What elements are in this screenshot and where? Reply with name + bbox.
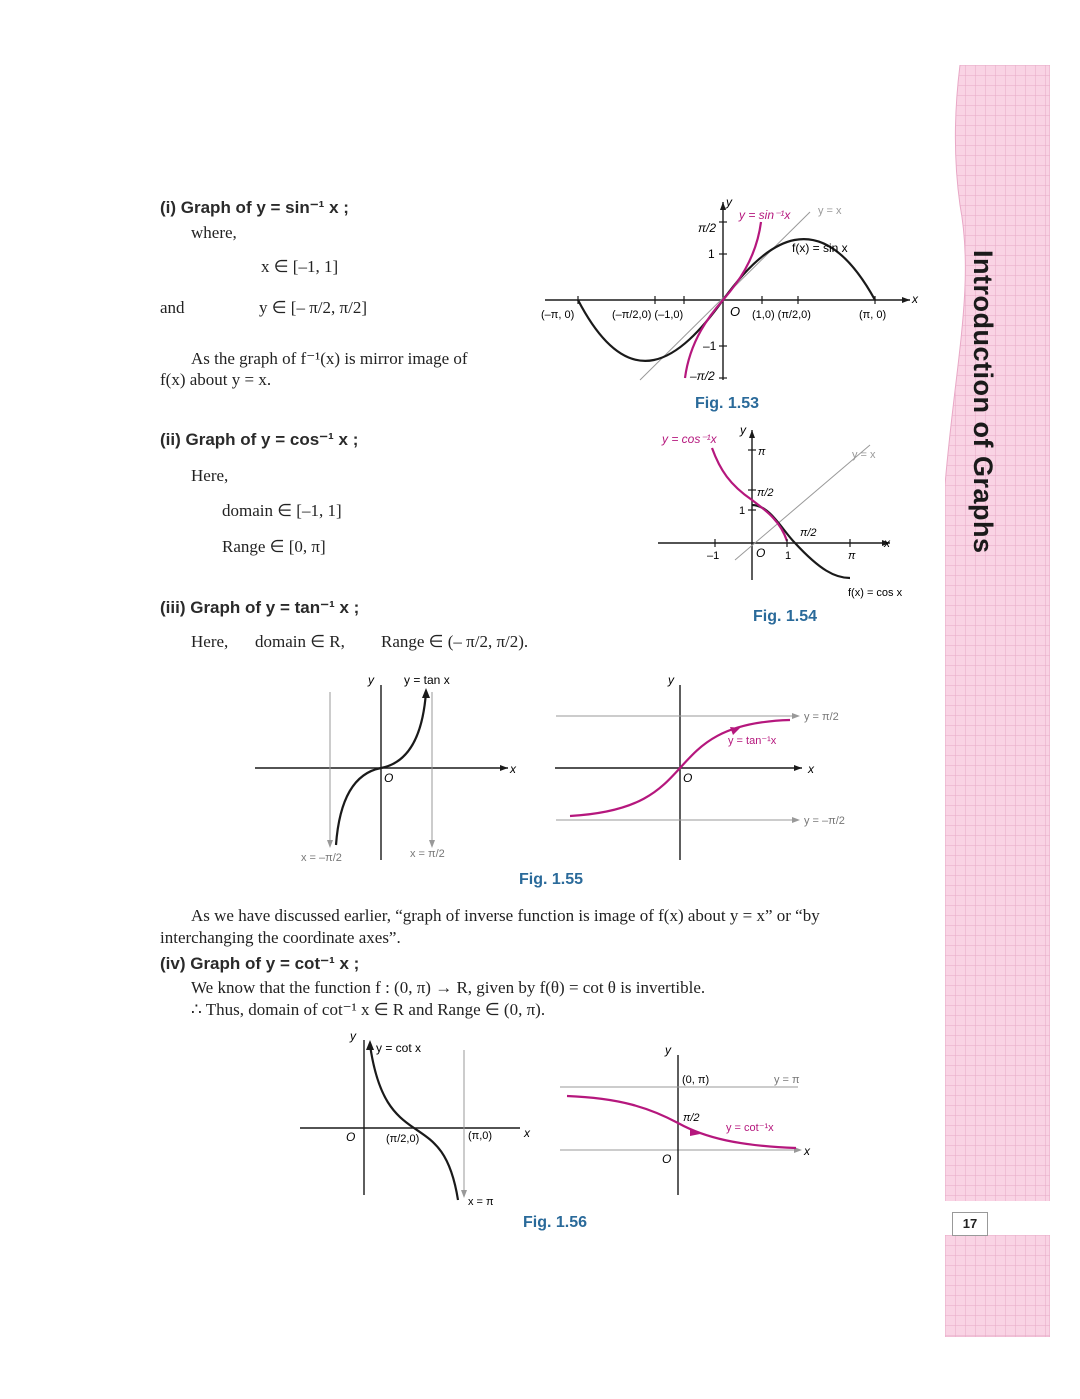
neg-points-label: (–π/2,0) (–1,0) — [612, 309, 684, 321]
y-label: y — [350, 1029, 356, 1043]
neg-one-label: –1 — [707, 550, 720, 562]
section-iii-range: Range ∈ (– π/2, π/2). — [381, 632, 529, 651]
section-ii-domain: domain ∈ [–1, 1] — [222, 501, 342, 520]
pi2-label: π/2 — [698, 221, 717, 235]
x-axis-arrow — [902, 297, 910, 303]
page-number: 17 — [952, 1212, 988, 1236]
y2-label: y — [665, 1043, 671, 1057]
asin-label: y = sin⁻¹x — [739, 208, 791, 222]
ypi-label: y = π — [774, 1074, 800, 1086]
origin-label: O — [730, 304, 741, 319]
neg-one-label: –1 — [703, 339, 717, 353]
x-label: x — [912, 292, 918, 306]
x2-label: x — [804, 1144, 810, 1158]
top-label: y = π/2 — [804, 711, 839, 723]
section-ii-range: Range ∈ [0, π] — [222, 537, 326, 556]
origin2-label: O — [662, 1152, 672, 1166]
section-iii-heading: (iii) Graph of y = tan⁻¹ x ; — [160, 598, 360, 617]
cos-curve — [752, 505, 850, 578]
section-iii-here: Here, — [191, 632, 229, 651]
tanx-label: y = tan x — [404, 673, 450, 687]
x-label: x — [510, 762, 516, 776]
pipt-label: (π,0) — [468, 1130, 493, 1142]
pi2-label: π/2 — [757, 487, 774, 499]
section-ii-heading: (ii) Graph of y = cos⁻¹ x ; — [160, 430, 359, 449]
fig-1-55-tan-graph — [250, 668, 530, 868]
section-i-domain: x ∈ [–1, 1] — [261, 257, 339, 276]
y-label: y — [726, 195, 732, 209]
one-label: 1 — [708, 247, 715, 261]
zero-pi-label: (0, π) — [682, 1074, 710, 1086]
pi-x-label: π — [848, 550, 856, 562]
fig-1-56-cot-graph — [295, 1028, 545, 1208]
pi-point-label: (π, 0) — [859, 309, 887, 321]
cosx-label: f(x) = cos x — [848, 587, 903, 599]
section-i-mirror-line2: f(x) about y = x. — [160, 370, 272, 389]
acot-label: y = cot⁻¹x — [726, 1122, 774, 1134]
pi2x-label: π/2 — [800, 527, 817, 539]
section-i-where: where, — [191, 223, 237, 242]
neg-pi-point-label: (–π, 0) — [541, 309, 575, 321]
neg-pi2-label: –π/2 — [690, 369, 715, 383]
pos-points-label: (1,0) (π/2,0) — [752, 309, 811, 321]
x2-label: x — [808, 762, 814, 776]
fig-1-54-graph — [650, 420, 930, 605]
discussion-line1: As we have discussed earlier, “graph of inverse function is image of f(x) about y = x” or “by — [191, 906, 820, 925]
pi2-label: π/2 — [683, 1112, 700, 1124]
section-iv-line2: ∴ Thus, domain of cot⁻¹ x ∈ R and Range ∈ (0, π). — [191, 1000, 546, 1019]
acos-label: y = cos⁻¹x — [662, 432, 717, 446]
y-axis-arrow — [749, 430, 755, 438]
cot-curve — [370, 1045, 458, 1200]
xpi-label: x = π — [468, 1196, 494, 1208]
bottom-label: y = –π/2 — [804, 815, 845, 827]
pi-label: π — [758, 446, 766, 458]
x-label: x — [884, 536, 890, 550]
one-label: 1 — [739, 505, 746, 517]
yx-label: y = x — [852, 449, 876, 461]
section-i-mirror-line1: As the graph of f⁻¹(x) is mirror image of — [191, 349, 468, 368]
pi2pt-label: (π/2,0) — [386, 1133, 420, 1145]
origin2-label: O — [683, 771, 693, 785]
section-iv-line1: We know that the function f : (0, π) → R, given by f(θ) = cot θ is invertible. — [191, 978, 706, 997]
section-ii-here: Here, — [191, 466, 229, 485]
asym-neg-label: x = –π/2 — [301, 852, 342, 864]
fig-1-55-caption: Fig. 1.55 — [519, 871, 584, 888]
one-x-label: 1 — [785, 550, 792, 562]
y2-label: y — [668, 673, 674, 687]
fig-1-54-caption: Fig. 1.54 — [753, 608, 818, 625]
fig-1-53-caption: Fig. 1.53 — [695, 395, 760, 412]
origin-label: O — [756, 546, 766, 560]
sinx-label: f(x) = sin x — [792, 241, 848, 255]
origin-label: O — [346, 1130, 356, 1144]
atan-label: y = tan⁻¹x — [728, 735, 777, 747]
fig-1-55-arctan-graph — [550, 668, 860, 868]
asym-pos-label: x = π/2 — [410, 848, 445, 860]
section-i-and: and — [160, 298, 185, 317]
y-label: y — [368, 673, 374, 687]
section-iv-heading: (iv) Graph of y = cot⁻¹ x ; — [160, 954, 360, 973]
yx-label: y = x — [818, 205, 842, 217]
y-label: y — [740, 423, 746, 437]
origin-label: O — [384, 771, 394, 785]
section-iii-domain: domain ∈ R, — [255, 632, 345, 651]
fig-1-56-caption: Fig. 1.56 — [523, 1214, 588, 1231]
section-i-heading: (i) Graph of y = sin⁻¹ x ; — [160, 198, 349, 217]
arccos-curve — [712, 448, 787, 541]
fig-1-53-graph — [530, 188, 930, 388]
section-i-range: y ∈ [– π/2, π/2] — [259, 298, 367, 317]
x-axis-arrow — [500, 765, 508, 771]
cotx-label: y = cot x — [376, 1041, 422, 1055]
discussion-line2: interchanging the coordinate axes”. — [160, 928, 401, 947]
x-label: x — [524, 1126, 530, 1140]
fig-1-56-arccot-graph — [555, 1040, 825, 1200]
sidebar-title: Introduction of Graphs — [968, 250, 998, 554]
